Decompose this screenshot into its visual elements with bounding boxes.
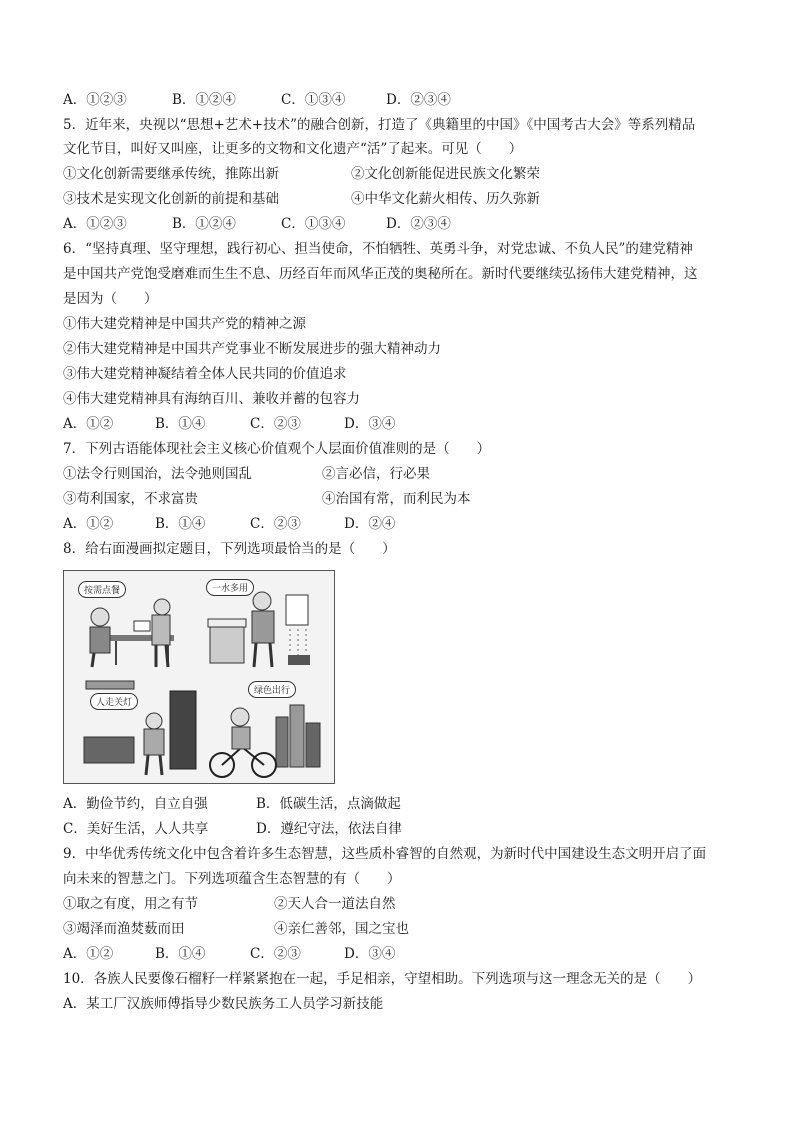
comic-panel-lights xyxy=(64,677,198,783)
q9-stem-line2: 向未来的智慧之门。下列选项蕴含生态智慧的有（ ） xyxy=(63,871,401,887)
q7-statement-4: ④治国有常，而利民为本 xyxy=(322,491,471,507)
option-c: C．①③④ xyxy=(281,92,346,108)
comic-panel-water xyxy=(200,571,334,675)
q6-statement-1: ①伟大建党精神是中国共产党的精神之源 xyxy=(63,316,306,332)
q6-stem-line2: 是中国共产党饱受磨难而生生不息、历经百年而风华正茂的奥秘所在。新时代要继续弘扬伟大建党精神，这 xyxy=(63,266,698,282)
q6-statement-3: ③伟大建党精神凝结着全体人民共同的价值追求 xyxy=(63,366,347,382)
q5-option-a: A．①②③ xyxy=(63,216,127,232)
q5-stem-line2: 文化节目，叫好又叫座，让更多的文物和文化遗产“活”了起来。可见（ ） xyxy=(63,141,523,157)
q9-statement-1: ①取之有度，用之有节 xyxy=(63,896,198,912)
q9-statement-3: ③竭泽而渔焚薮而田 xyxy=(63,921,185,937)
q8-option-a: A．勤俭节约，自立自强 xyxy=(63,796,208,812)
q6-statement-4: ④伟大建党精神具有海纳百川、兼收并蓄的包容力 xyxy=(63,391,360,407)
q9-statement-4: ④亲仁善邻，国之宝也 xyxy=(274,921,409,937)
comic-bubble-cycling: 绿色出行 xyxy=(248,681,296,698)
q5-option-d: D．②③④ xyxy=(386,216,451,232)
q8-option-b: B．低碳生活，点滴做起 xyxy=(256,796,401,812)
q9-option-c: C．②③ xyxy=(250,946,301,962)
q8-stem: 8．给右面漫画拟定题目，下列选项最恰当的是（ ） xyxy=(63,541,396,557)
q6-option-a: A．①② xyxy=(63,416,114,432)
q6-option-d: D．③④ xyxy=(344,416,396,432)
q5-option-c: C．①③④ xyxy=(281,216,346,232)
q9-option-a: A．①② xyxy=(63,946,114,962)
q7-statement-1: ①法令行则国治，法令弛则国乱 xyxy=(63,466,252,482)
q6-stem-line3: 是因为（ ） xyxy=(63,291,158,307)
q5-statement-1: ①文化创新需要继承传统，推陈出新 xyxy=(63,166,279,182)
q7-option-c: C．②③ xyxy=(250,516,301,532)
comic-bubble-order: 按需点餐 xyxy=(78,581,126,598)
q5-statement-3: ③技术是实现文化创新的前提和基础 xyxy=(63,191,279,207)
q6-statement-2: ②伟大建党精神是中国共产党事业不断发展进步的强大精神动力 xyxy=(63,341,441,357)
q10-option-a: A．某工厂汉族师傅指导少数民族务工人员学习新技能 xyxy=(63,996,384,1012)
comic-bubble-water: 一水多用 xyxy=(206,579,254,596)
q7-statement-3: ③苟利国家，不求富贵 xyxy=(63,491,198,507)
comic-panel-order xyxy=(64,571,198,675)
q7-statement-2: ②言必信，行必果 xyxy=(322,466,430,482)
q6-option-c: C．②③ xyxy=(250,416,301,432)
q7-option-b: B．①④ xyxy=(155,516,206,532)
q8-comic-illustration xyxy=(63,570,335,784)
comic-panel-cycling xyxy=(200,677,334,783)
q9-option-b: B．①④ xyxy=(155,946,206,962)
q7-option-a: A．①② xyxy=(63,516,114,532)
q5-stem-line1: 5．近年来，央视以“思想+艺术+技术”的融合创新，打造了《典籍里的中国》《中国考古大会》等系列精品 xyxy=(63,117,696,133)
q7-option-d: D．②④ xyxy=(344,516,396,532)
q5-statement-4: ④中华文化薪火相传、历久弥新 xyxy=(351,191,540,207)
q7-stem: 7．下列古语能体现社会主义核心价值观个人层面价值准则的是（ ） xyxy=(63,441,491,457)
q6-option-b: B．①④ xyxy=(155,416,206,432)
q6-stem-line1: 6．“坚持真理、坚守理想，践行初心、担当使命，不怕牺牲、英勇斗争，对党忠诚、不负人民”的建党精神 xyxy=(63,241,693,257)
q5-statement-2: ②文化创新能促进民族文化繁荣 xyxy=(351,166,540,182)
option-a: A．①②③ xyxy=(63,92,127,108)
option-b: B．①②④ xyxy=(172,92,236,108)
q10-stem: 10．各族人民要像石榴籽一样紧紧抱在一起，手足相亲，守望相助。下列选项与这一理念无关的是（ ） xyxy=(63,971,702,987)
q8-option-d: D．遵纪守法，依法自律 xyxy=(256,821,402,837)
q9-option-d: D．③④ xyxy=(344,946,396,962)
comic-bubble-lights: 人走关灯 xyxy=(90,693,138,710)
q5-option-b: B．①②④ xyxy=(172,216,236,232)
option-d: D．②③④ xyxy=(386,92,451,108)
q9-stem-line1: 9．中华优秀传统文化中包含着许多生态智慧，这些质朴睿智的自然观，为新时代中国建设生态文明开启了面 xyxy=(63,846,707,862)
q8-option-c: C．美好生活，人人共享 xyxy=(63,821,209,837)
q9-statement-2: ②天人合一道法自然 xyxy=(274,896,396,912)
